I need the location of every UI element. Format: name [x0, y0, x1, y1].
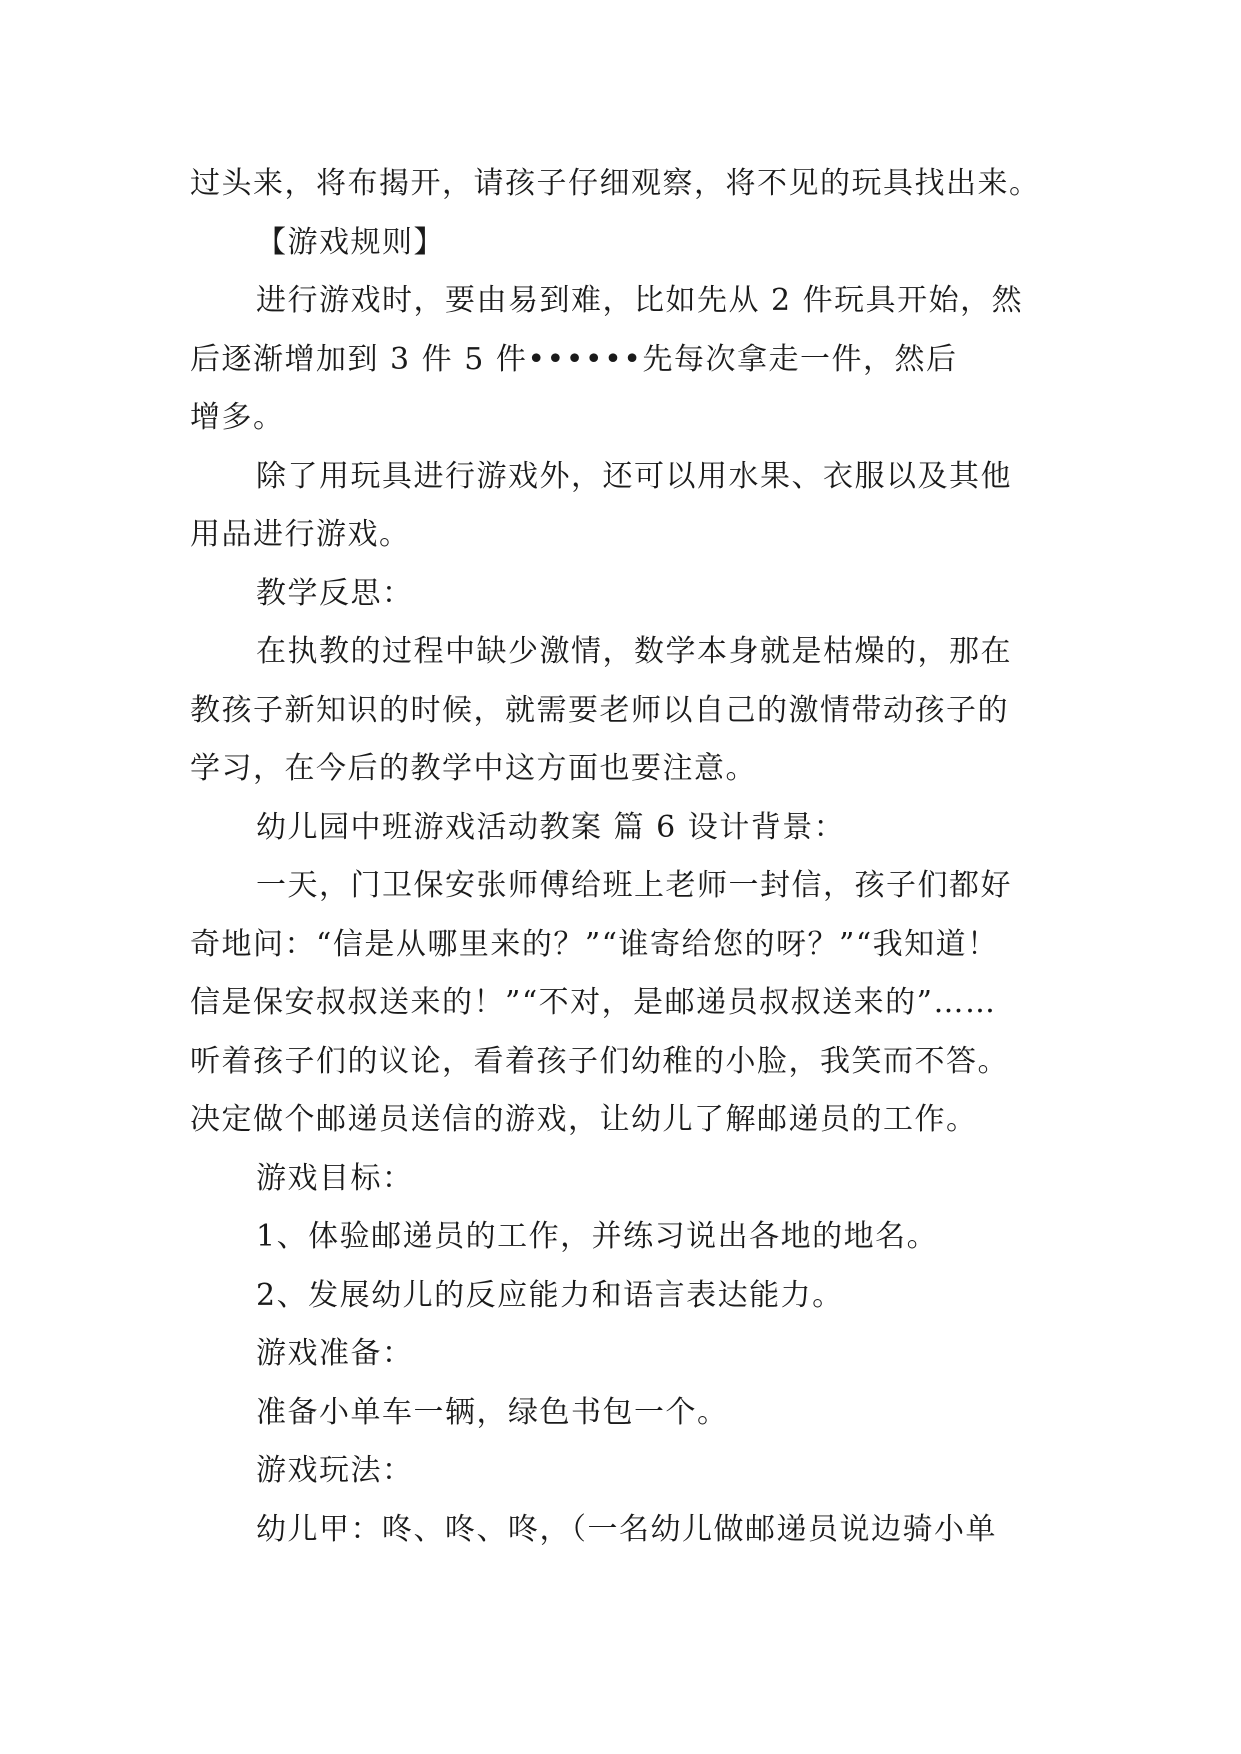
section-heading: 教学反思： [256, 575, 414, 611]
text-line: 决定做个邮递员送信的游戏，让幼儿了解邮递员的工作。 [190, 1102, 978, 1137]
section-heading: 游戏目标： [256, 1160, 414, 1196]
section-heading: 【游戏规则】 [256, 224, 445, 260]
text-line: 过头来，将布揭开，请孩子仔细观察，将不见的玩具找出来。 [190, 166, 1041, 201]
text-line: 准备小单车一辆，绿色书包一个。 [256, 1394, 729, 1430]
text-line: 增多。 [190, 400, 285, 435]
text-line: 除了用玩具进行游戏外，还可以用水果、衣服以及其他 [256, 458, 1012, 494]
section-title: 幼儿园中班游戏活动教案 篇 6 设计背景： [256, 809, 846, 845]
text-line: 信是保安叔叔送来的！”“不对，是邮递员叔叔送来的”…… [190, 985, 997, 1020]
text-line: 奇地问：“信是从哪里来的？”“谁寄给您的呀？”“我知道！ [190, 926, 999, 962]
text-line: 一天，门卫保安张师傅给班上老师一封信，孩子们都好 [256, 868, 1012, 903]
list-item: 2、发展幼儿的反应能力和语言表达能力。 [256, 1277, 844, 1313]
text-line: 教孩子新知识的时候，就需要老师以自己的激情带动孩子的 [190, 692, 1009, 728]
text-line: 幼儿甲：咚、咚、咚，（一名幼儿做邮递员说边骑小单 [256, 1511, 997, 1547]
list-item: 1、体验邮递员的工作，并练习说出各地的地名。 [256, 1219, 939, 1254]
text-line: 听着孩子们的议论，看着孩子们幼稚的小脸，我笑而不答。 [190, 1043, 1009, 1079]
section-heading: 游戏玩法： [256, 1453, 414, 1488]
document-body [190, 155, 1050, 1559]
text-line: 后逐渐增加到 3 件 5 件••••••先每次拿走一件，然后 [190, 341, 958, 377]
text-line: 学习，在今后的教学中这方面也要注意。 [190, 751, 757, 786]
text-line: 用品进行游戏。 [190, 517, 411, 552]
section-heading: 游戏准备： [256, 1336, 414, 1371]
text-line: 在执教的过程中缺少激情，数学本身就是枯燥的，那在 [256, 634, 1012, 669]
text-line: 进行游戏时，要由易到难，比如先从 2 件玩具开始，然 [256, 283, 1024, 318]
